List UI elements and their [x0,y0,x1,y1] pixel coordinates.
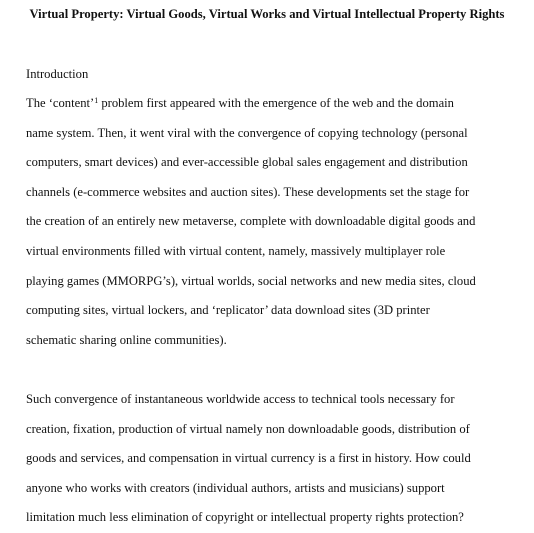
paragraph-1 [26,89,526,355]
paragraph-text: problem first appeared with the emergence of the web and the domain [98,96,454,110]
paragraph-line: goods and services, and compensation in virtual currency is a first in history. How could [26,451,471,466]
paragraph-line: computers, smart devices) and ever-accessible global sales engagement and distribution [26,155,468,170]
document-title: Virtual Property: Virtual Goods, Virtual Works and Virtual Intellectual Property Rights [29,7,505,21]
footnote-marker[interactable]: 1 [94,96,99,105]
paragraph-line: schematic sharing online communities). [26,332,227,347]
paragraph-line: creation, fixation, production of virtual namely non downloadable goods, distribution of [26,421,470,436]
paragraph-line: virtual environments filled with virtual content, namely, massively multiplayer role [26,243,446,258]
paragraph-line: computing sites, virtual lockers, and ‘replicator’ data download sites (3D printer [26,303,430,318]
paragraph-line: anyone who works with creators (individual authors, artists and musicians) support [26,480,445,495]
paragraph-line: the creation of an entirely new metaverse, complete with downloadable digital goods and [26,214,476,229]
section-heading: Introduction [26,67,89,81]
paragraph-line: limitation much less elimination of copyright or intellectual property rights protection? [26,510,464,525]
paragraph-line: name system. Then, it went viral with the convergence of copying technology (personal [26,125,468,140]
paragraph-line: playing games (MMORPG’s), virtual worlds, social networks and new media sites, cloud [26,273,476,288]
paragraph-line [26,89,526,119]
paragraph-text: The ‘content’ [26,96,95,110]
paragraph-line: channels (e-commerce websites and auction sites). These developments set the stage for [26,184,470,199]
paragraph-2 [26,385,526,533]
paragraph-line: Such convergence of instantaneous worldwide access to technical tools necessary for [26,392,455,406]
